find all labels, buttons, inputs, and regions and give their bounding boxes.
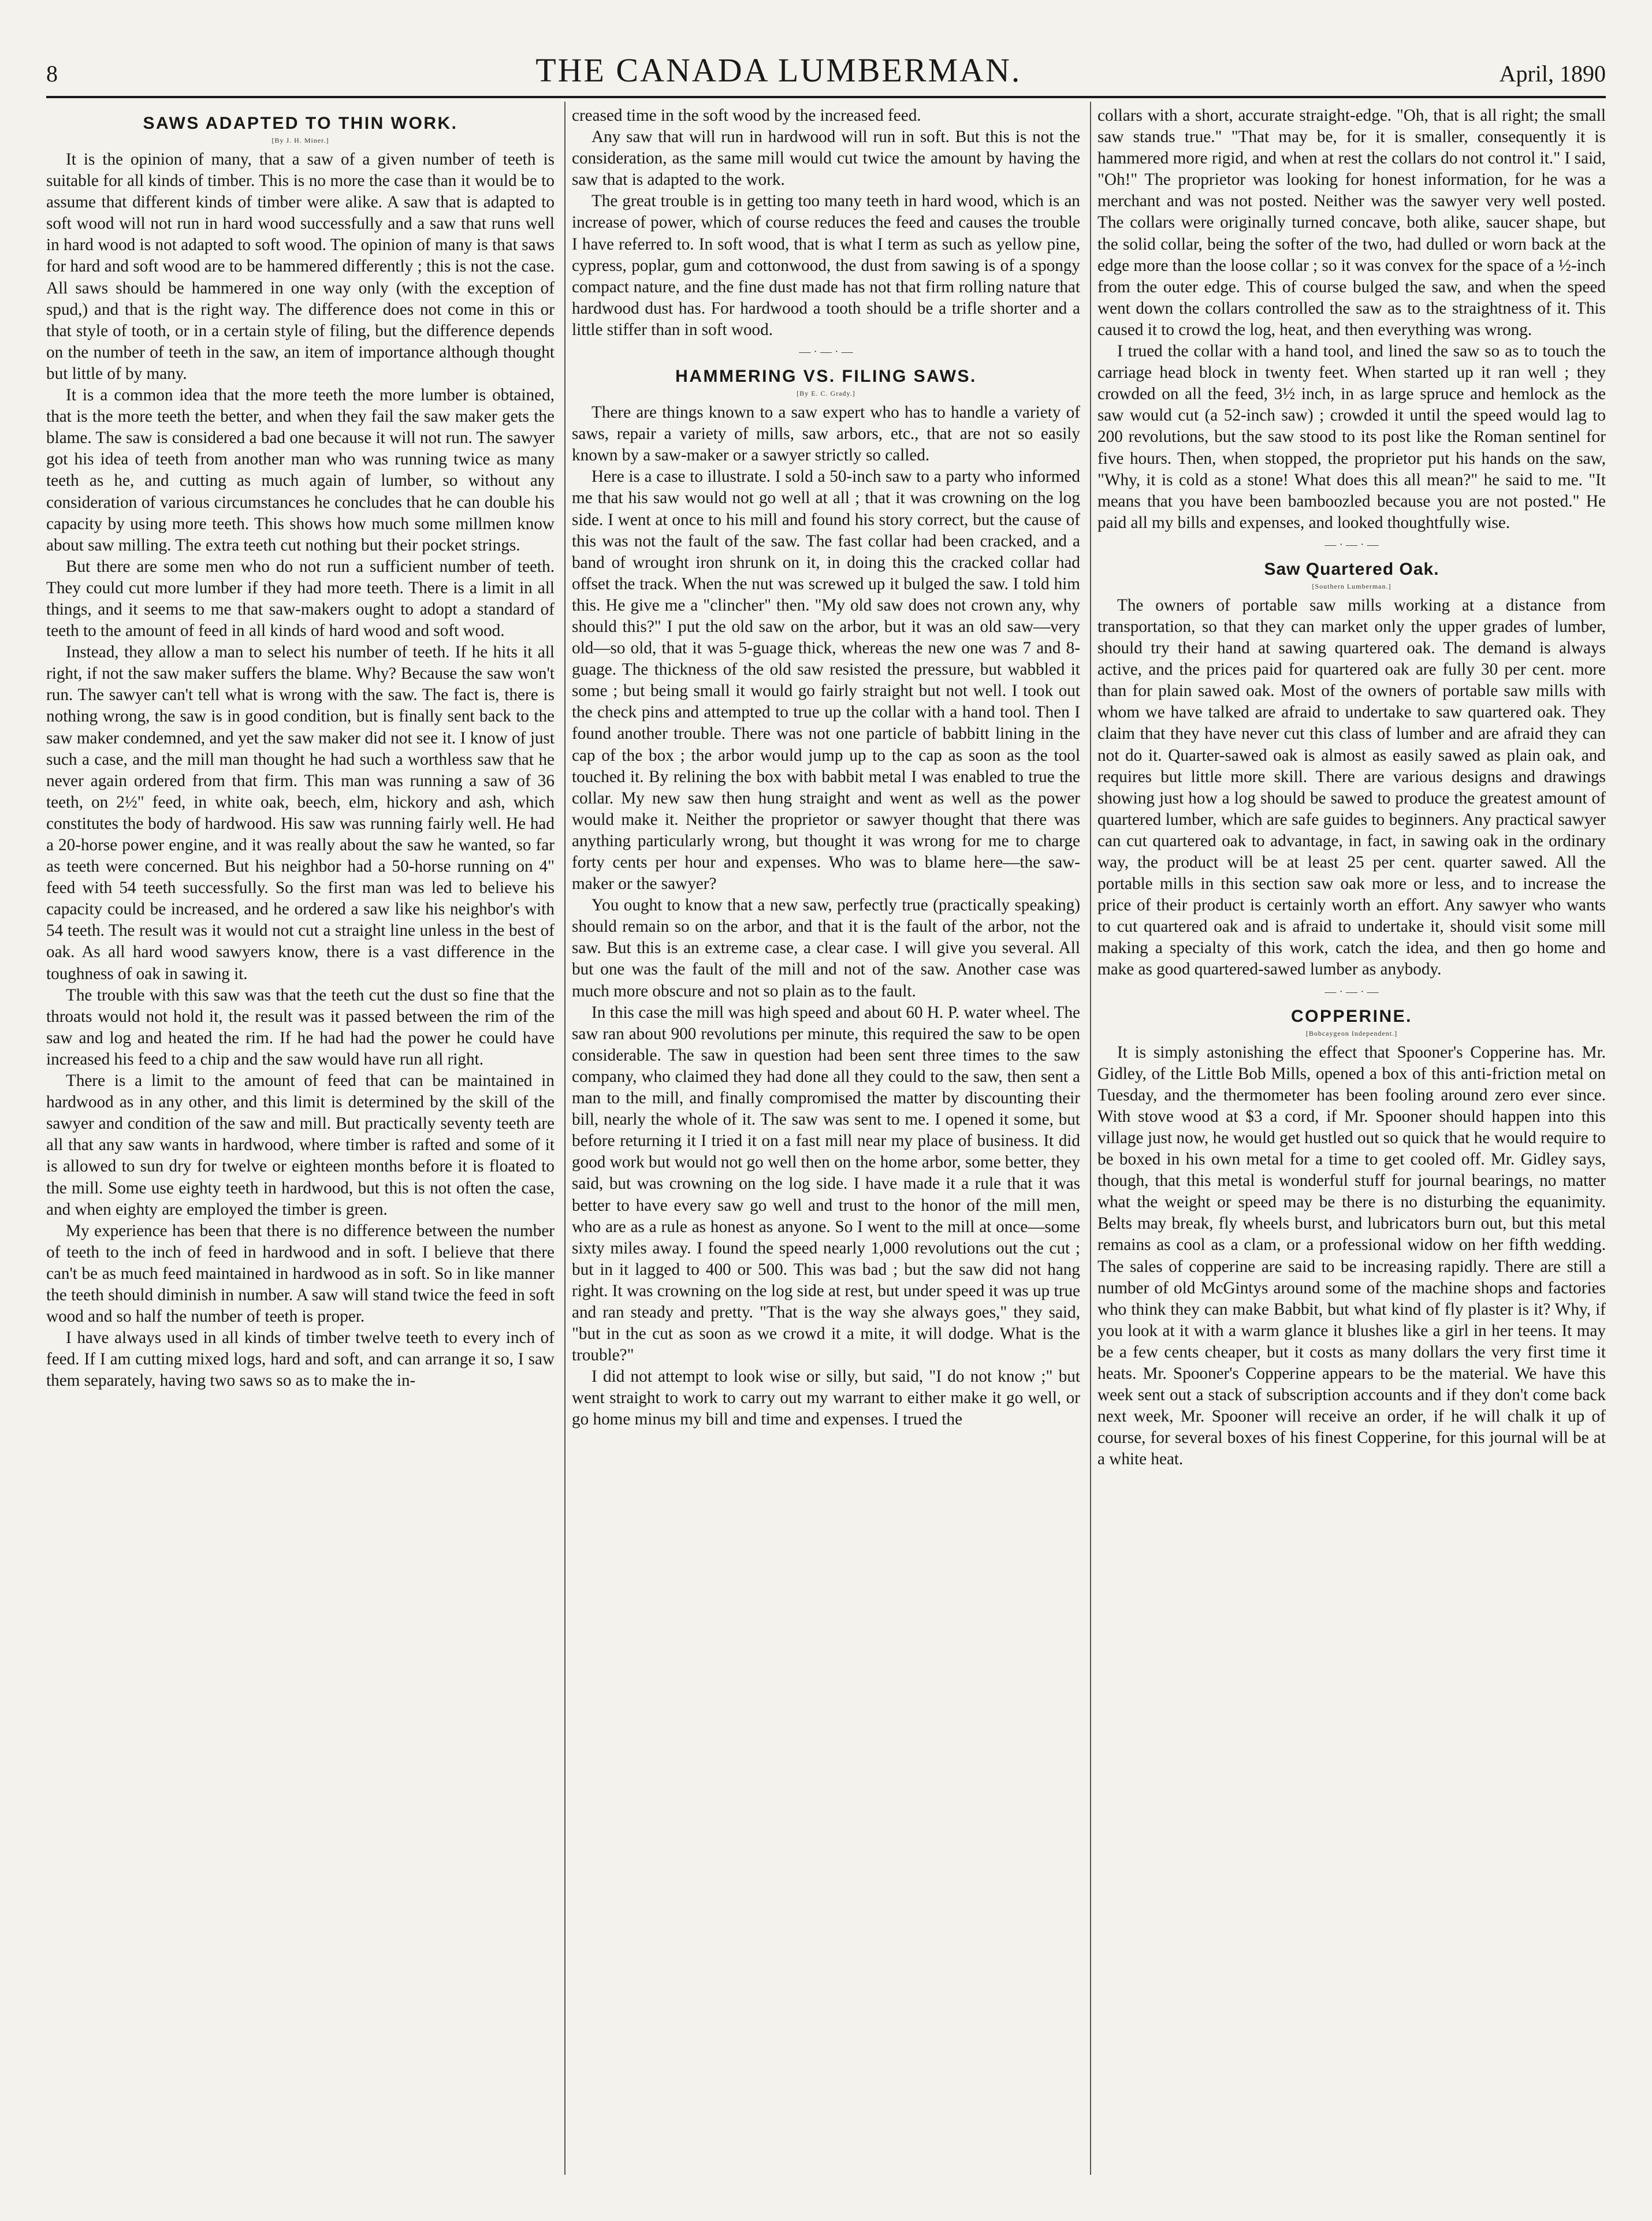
article-paragraph: The great trouble is in getting too many teeth in hard wood, which is an increase of power, which of course reduces the feed and causes the trouble I have referred to. In soft wood, that is what I term as such as yellow pine, cypress, poplar, gum and cottonwood, the dust from sawing is of a spongy compact nature, and the fine dust made has not that firm rolling nature that hardwood dust has. For hardwood a tooth should be a trifle shorter and a little stiffer than in soft wood. (572, 192, 1080, 339)
issue-date: April, 1890 (1499, 61, 1606, 87)
masthead-rule (46, 96, 1606, 98)
article-paragraph: I did not attempt to look wise or silly, but said, "I do not know ;" but went straight to work to carry out my warrant to either make it go well, or go home minus my bill and time and expenses. I trued the (572, 1367, 1080, 1429)
article-title: HAMMERING VS. FILING SAWS. (675, 367, 977, 386)
article-byline: [By E. C. Grady.] (797, 389, 855, 398)
article-paragraph: But there are some men who do not run a sufficient number of teeth. They could cut more lumber if they had more teeth. There is a limit in all things, and it seems to me that saw-makers ought to adopt a standard of teeth to the amount of feed in all kinds of hard wood and soft wood. (46, 557, 555, 641)
article-paragraph: Instead, they allow a man to select his number of teeth. If he hits it all right, if not the saw maker suffers the blame. Why? Because the saw won't run. The sawyer can't tell what is wrong with the saw. The fact is, there is nothing wrong, the saw is in good condition, but is finally sent back to the saw maker condemned, and yet the saw maker did not see it. I know of just such a case, and the mill man thought he had such a worthless saw that he never again ordered from that firm. This man was running a saw of 36 teeth, on 2½" feed, in white oak, beech, elm, hickory and ash, which constitutes the body of hardwood. His saw was running fairly well. He had a 20-horse power engine, and it was really about the saw he wanted, so far as teeth were concerned. But his neighbor had a 50-horse running on 4" feed with 54 teeth successfully. So the first man was led to believe his capacity could be increased, and he ordered a saw like his neighbor's with 54 teeth. The result was it would not cut a straight line unless in the best of oak. As all hard wood sawyers know, there is a vast difference in the toughness of oak in sawing it. (46, 643, 555, 983)
article-paragraph: There are things known to a saw expert who has to handle a variety of saws, repair a variety of mills, saw arbors, etc., that are not so easily known by a saw-maker or a sawyer strictly so called. (572, 403, 1080, 465)
column-2 (572, 105, 1080, 2186)
column-divider (1090, 102, 1091, 2175)
page-number: 8 (46, 61, 58, 87)
article-paragraph: I have always used in all kinds of timber twelve teeth to every inch of feed. If I am cutting mixed logs, hard and soft, and can arrange it so, I saw them separately, having two saws so as to make the in- (46, 1329, 555, 1390)
article-paragraph: I trued the collar with a hand tool, and lined the saw so as to touch the carriage head block in twenty feet. When started up it ran well ; they crowded on all the feed, 3½ inch, in as large spruce and hemlock as the saw would cut (a 52-inch saw) ; crowded it until the speed would lag to 200 revolutions, but the saw stood to its post like the Roman sentinel for five hours. Then, when stopped, the proprietor put his hands on the saw, "Why, it is cold as a stone! What does this all mean?" he said to me. "It means that you have been bamboozled because you are not posted." He paid all my bills and expenses, and looked thoughtfully wise. (1097, 342, 1606, 532)
article-paragraph: Any saw that will run in hardwood will run in soft. But this is not the consideration, as the same mill would cut twice the amount by having the saw that is adapted to the work. (572, 128, 1080, 189)
article-byline: [Southern Lumberman.] (1312, 582, 1391, 590)
article-byline: [Bobcaygeon Independent.] (1305, 1029, 1398, 1037)
article-title: Saw Quartered Oak. (1264, 559, 1439, 579)
article-paragraph: It is the opinion of many, that a saw of a given number of teeth is suitable for all kinds of timber. This is no more the case than it would be to assume that different kinds of timber were alike. A saw that is adapted to soft wood will not run in hard wood successfully and a saw that runs well in hard wood is not adapted to soft wood. The opinion of many is that saws for hard and soft wood are to be hammered differently ; this is not the case. All saws should be hammered in one way only (with the exception of spud,) and that is the right way. The difference does not come in this or that style of tooth, or in a certain style of filing, but the difference depends on the number of teeth in the saw, an item of importance although thought but little of by many. (46, 150, 555, 383)
column-1 (46, 105, 555, 2186)
column-divider (564, 102, 565, 2175)
article-separator: — · — · — (799, 345, 853, 359)
article-paragraph: Here is a case to illustrate. I sold a 50-inch saw to a party who informed me that his saw would not go well at all ; that it was crowning on the log side. I went at once to his mill and found his story correct, but the cause of this was not the fault of the saw. The fast collar had been cracked, and a band of wrought iron shrunk on it, in doing this the cracked collar had offset the track. When the nut was screwed up it bulged the saw. I told him this. He give me a "clincher" then. "My old saw does not crown any, why should this?" I put the old saw on the arbor, but it was an old saw—very old—so old, that it was 5-guage thick, whereas the new one was 7 and 8-guage. The thickness of the old saw resisted the pressure, but wabbled it some ; but being small it would go fairly straight but not well. I took out the check pins and attempted to true up the collar with a hand tool. Then I found another trouble. There was not one particle of babbitt lining in the cap of the box ; the arbor would jump up to the cap as soon as the tool touched it. By relining the box with babbit metal I was enabled to true the collar. My new saw then hung straight and went as well as the power would make it. Neither the proprietor or sawyer thought that there was anything particularly wrong, but thought it was wrong for me to charge forty cents per hour and expenses. Who was to blame here—the saw-maker or the sawyer? (572, 467, 1080, 894)
article-paragraph: It is simply astonishing the effect that Spooner's Copperine has. Mr. Gidley, of the Little Bob Mills, opened a box of this anti-friction metal on Tuesday, and the thermometer has been fooling around zero ever since. With stove wood at $3 a cord, if Mr. Spooner should happen into this village just now, he would get hustled out so quick that he would require to be boxed in his own metal for a time to get cooled off. Mr. Gidley says, though, that this metal is wonderful stuff for journal bearings, no matter what the weight or speed may be there is no disturbing the equanimity. Belts may break, fly wheels burst, and lubricators burn out, but this metal remains as cool as a clam, or a professional widow on her fifth wedding. The sales of copperine are said to be increasing rapidly. There are still a number of old McGintys around some of the machine shops and factories who think they can make Babbit, but what kind of fly plaster is it? Why, if you look at it with a warm glance it blushes like a girl in her teens. It may be a few cents cheaper, but it costs as many dollars the very first time it heats. Mr. Spooner's Copperine appears to be the material. We have this week sent out a stack of subscription accounts and if they don't come back next week, Mr. Spooner will receive an order, if he will chalk it up of course, for several boxes of his finest Copperine, for this journal will be at a white heat. (1097, 1043, 1606, 1469)
article-separator: — · — · — (1324, 985, 1379, 998)
article-paragraph: The owners of portable saw mills working at a distance from transportation, so that they can market only the upper grades of lumber, should try their hand at sawing quartered oak. The demand is always active, and the prices paid for quartered oak are fully 30 per cent. more than for plain sawed oak. Most of the owners of portable saw mills with whom we have talked are afraid to undertake to saw quartered oak. They claim that they have never cut this class of lumber and are afraid they can not do it. Quarter-sawed oak is almost as easily sawed as plain oak, and requires but little more skill. There are various designs and drawings showing just how a log should be sawed to produce the greatest amount of quartered lumber, which are safe guides to beginners. Any practical sawyer can cut quartered oak to advantage, in fact, in sawing oak in the ordinary way, the product will be at least 25 per cent. quarter sawed. All the portable mills in this section saw oak more or less, and to increase the price of their product is certainly worth an effort. Any sawyer who wants to cut quartered oak and is afraid to undertake it, should visit some mill making a specialty of this work, catch the idea, and then go home and make as good quartered-sawed lumber as anybody. (1097, 596, 1606, 979)
article-byline: [By J. H. Miner.] (271, 136, 329, 144)
article-title: COPPERINE. (1290, 1006, 1413, 1026)
article-paragraph: It is a common idea that the more teeth the more lumber is obtained, that is the more teeth the better, and when they fail the saw maker gets the blame. The saw is considered a bad one because it will not run. The sawyer got his idea of teeth from another man who was running twice as many teeth as he, and cutting as much again of lumber, so without any consideration of various circumstances he concludes that he can double his capacity by using more teeth. This shows how much some millmen know about saw milling. The extra teeth cut nothing but their pocket strings. (46, 386, 555, 555)
masthead (46, 51, 1606, 97)
article-paragraph: collars with a short, accurate straight-edge. "Oh, that is all right; the small saw stands true." "That may be, for it is smaller, consequently it is hammered more rigid, and when at rest the collars do not control it." I said, "Oh!" The proprietor was looking for honest information, for he was a merchant and was not posted. Neither was the sawyer very well posted. The collars were originally turned concave, both alike, saucer shape, but the solid collar, being the softer of the two, had dulled or worn back at the edge more than the loose collar ; so it was convex for the space of a ½-inch from the outer edge. This of course bulged the saw, and when the speed went down the collars controlled the saw as to the straightness of it. This caused it to crowd the log, heat, and then everything was wrong. (1097, 106, 1606, 339)
article-paragraph: You ought to know that a new saw, perfectly true (practically speaking) should remain so on the arbor, and that it is the fault of the arbor, not the saw. But this is an extreme case, a clear case. I will give you several. All but one was the fault of the mill and not of the saw. Another case was much more obscure and not so plain as to the fault. (572, 896, 1080, 1000)
article-separator: — · — · — (1324, 538, 1379, 551)
newspaper-title: THE CANADA LUMBERMAN. (535, 51, 1022, 89)
article-paragraph: creased time in the soft wood by the increased feed. (572, 106, 921, 125)
article-paragraph: My experience has been that there is no difference between the number of teeth to the inch of feed in hardwood and in soft. I believe that there can't be as much feed maintained in hardwood as in soft. So in like manner the teeth should diminish in number. A saw will stand twice the feed in soft wood and so half the number of teeth is proper. (46, 1221, 555, 1326)
article-paragraph: The trouble with this saw was that the teeth cut the dust so fine that the throats would not hold it, the result was it passed between the rim of the saw and log and heated the rim. If he had had the power he could have increased his feed to a chip and the saw would have run all right. (46, 985, 555, 1069)
column-3 (1097, 105, 1606, 2186)
article-paragraph: There is a limit to the amount of feed that can be maintained in hardwood as in any other, and this limit is determined by the skill of the sawyer and condition of the saw and mill. But practically seventy teeth are all that any saw wants in hardwood, where timber is rafted and some of it is allowed to sun dry for twelve or eighteen months before it is floated to the mill. Some use eighty teeth in hardwood, but this is not often the case, and when eighty are employed the timber is green. (46, 1072, 555, 1219)
article-paragraph: In this case the mill was high speed and about 60 H. P. water wheel. The saw ran about 900 revolutions per minute, this required the saw to be open considerable. The saw in question had been sent three times to the saw company, who claimed they had done all they could to the saw, then sent a man to the mill, and finally compromised the matter by discounting their bill, nearly the whole of it. The saw was sent to me. I opened it some, but before returning it I tried it on a fast mill near my place of business. It did good work but would not go well then on the home arbor, some better, they said, but was crowning on the log side. I have made it a rule that it was better to have every saw go well and trust to the honor of the mill men, who are as a rule as honest as anyone. So I went to the mill at once—some sixty miles away. I found the speed nearly 1,000 revolutions out the cut ; but in it lagged to 400 or 500. This was bad ; but the saw did not hang right. It was crowning on the log side at rest, but under speed it was up true and ran steady and pretty. "That is the way she always goes," they said, "but in the cut as soon as we crowd it a mite, it will dodge. What is the trouble?" (572, 1003, 1080, 1365)
article-title: SAWS ADAPTED TO THIN WORK. (143, 114, 458, 133)
